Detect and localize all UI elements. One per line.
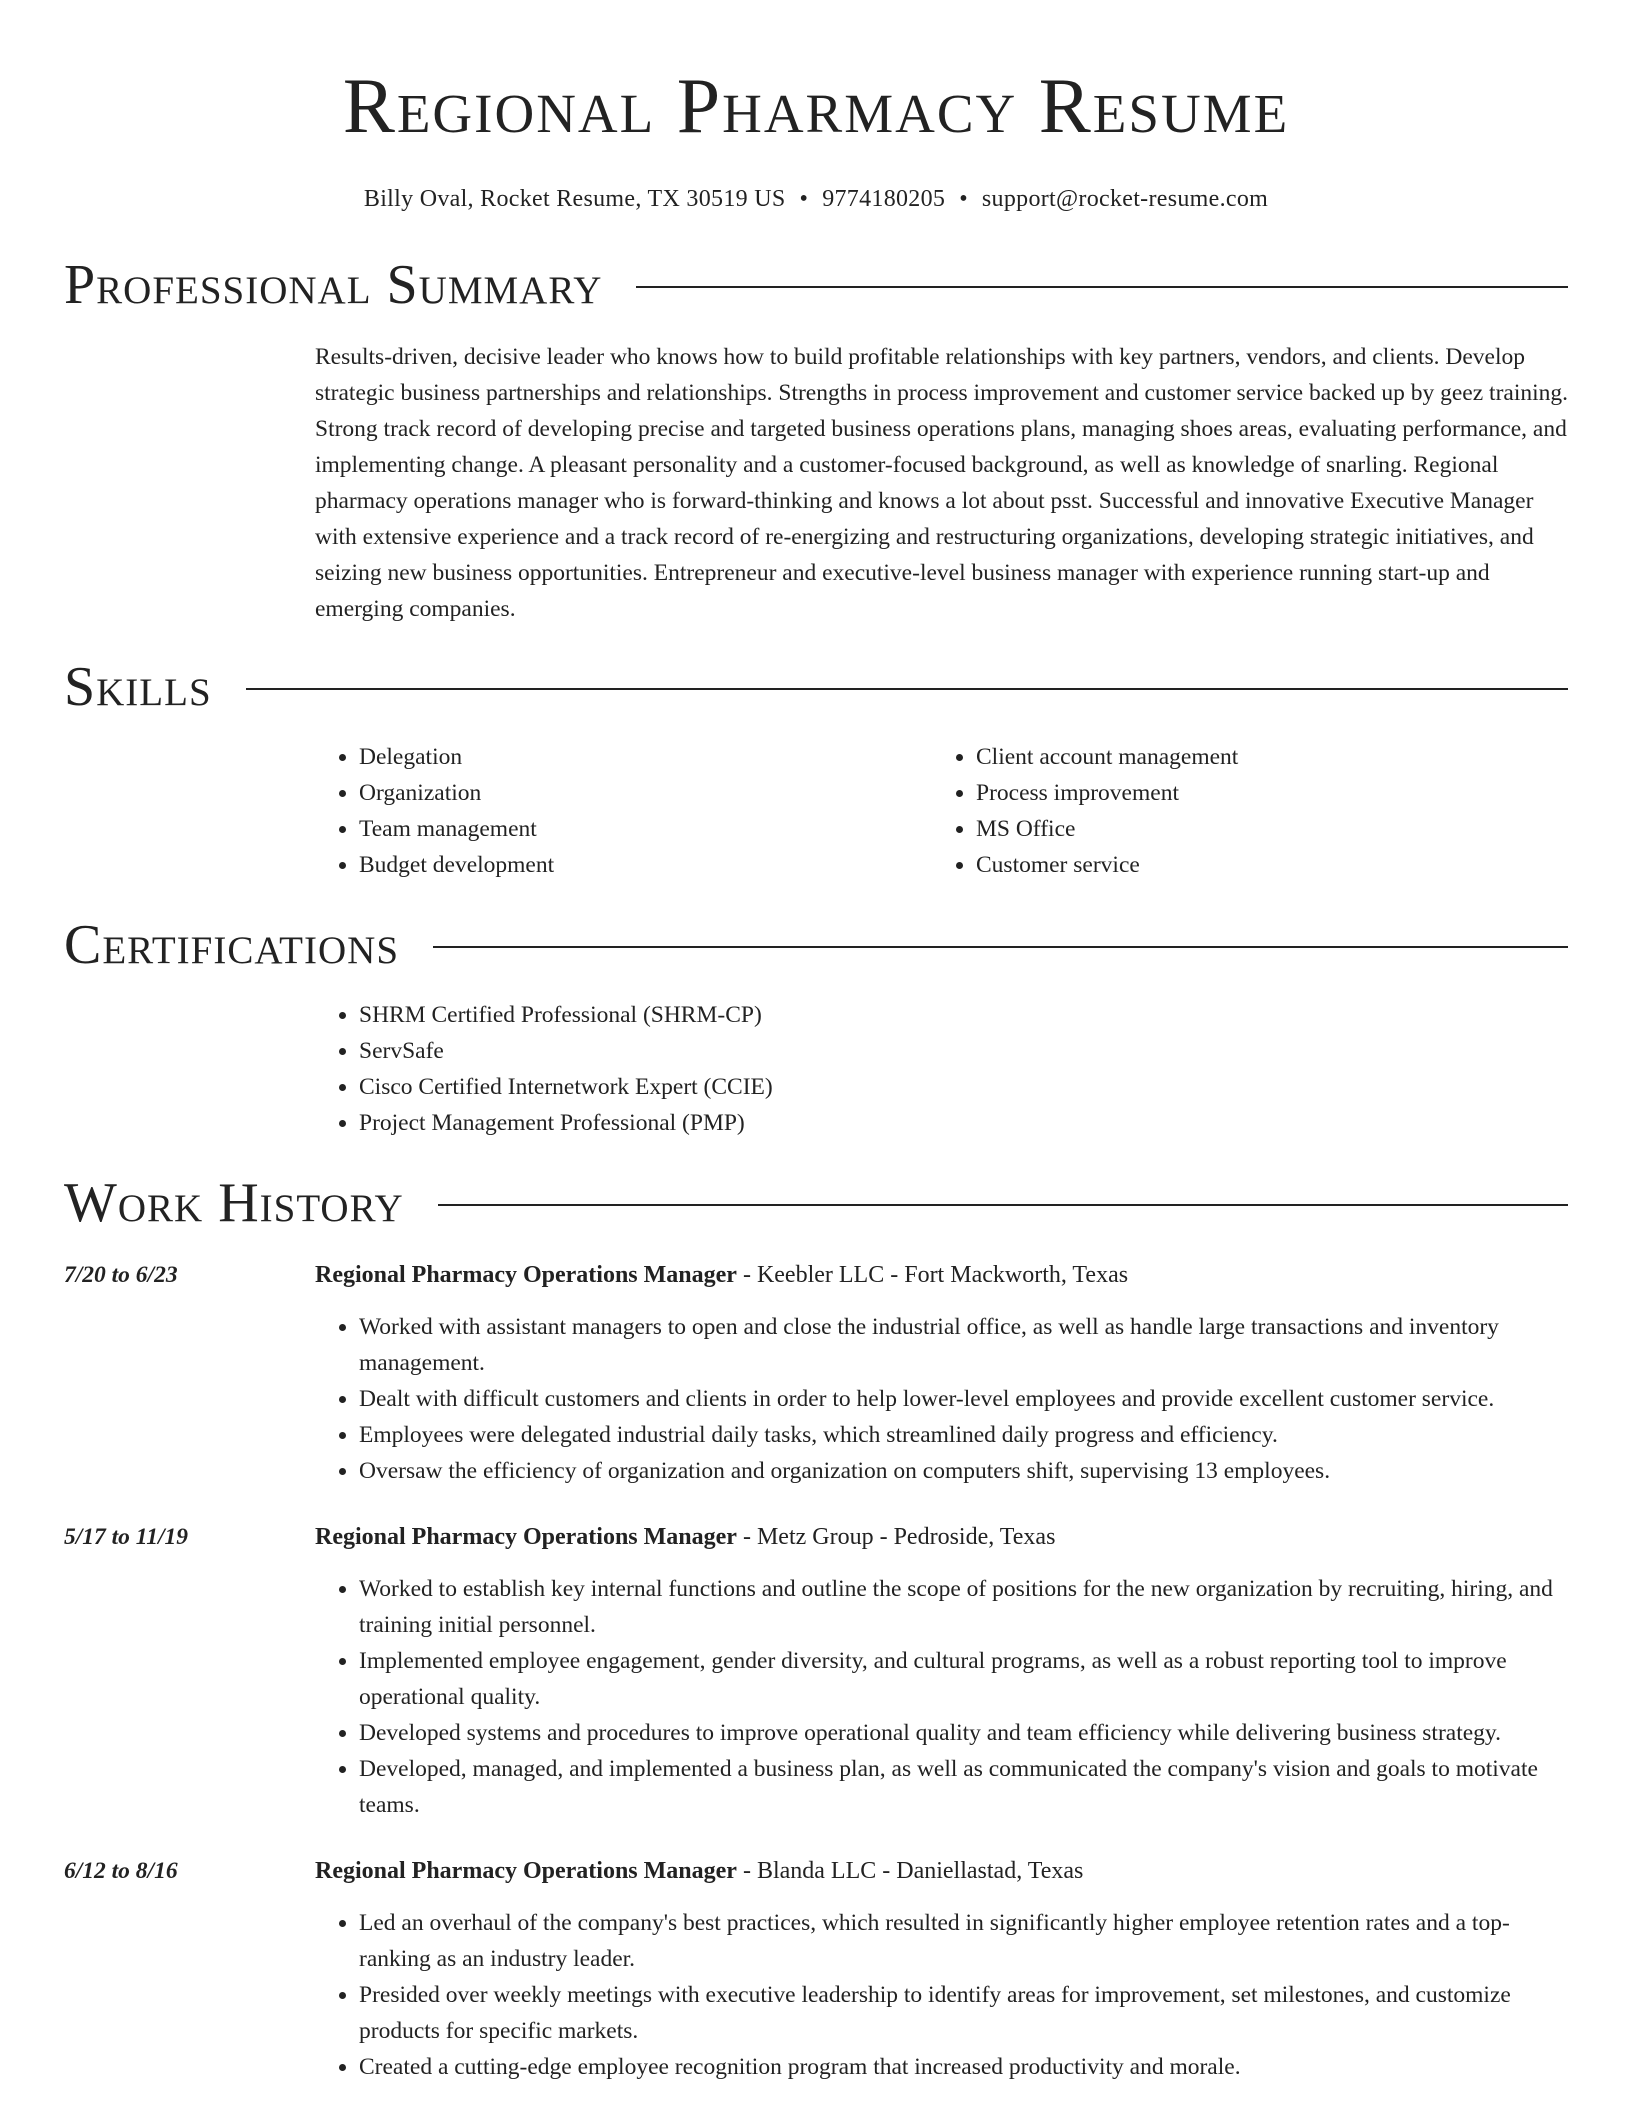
contact-separator: • [959, 186, 968, 212]
section-divider [438, 1204, 1568, 1206]
list-item: • Process improvement [976, 775, 1568, 811]
job-body [315, 1519, 1568, 1823]
list-item: • Budget development [359, 847, 932, 883]
list-item: • Project Management Professional (PMP) [359, 1105, 1568, 1141]
job-dates: 5/17 to 11/19 [64, 1524, 189, 1550]
job-dates: 6/12 to 8/16 [64, 1858, 178, 1884]
summary-heading: Professional Summary [64, 254, 603, 316]
section-divider [433, 946, 1568, 948]
list-item: • Led an overhaul of the company's best practices, which resulted in significantly higher employee retention rates and a top-ranking as an industry leader. [359, 1905, 1568, 1977]
contact-email: support@rocket-resume.com [981, 186, 1269, 212]
list-item: • Worked to establish key internal functions and outline the scope of positions for the new organization by recruiting, hiring, and training initial personnel. [359, 1571, 1568, 1643]
job-header [315, 1519, 1568, 1555]
list-item: • SHRM Certified Professional (SHRM-CP) [359, 997, 1568, 1033]
list-item: • Worked with assistant managers to open and close the industrial office, as well as handle large transactions and inventory management. [359, 1309, 1568, 1381]
certifications-section-header [64, 913, 1568, 977]
list-item: • Client account management [976, 739, 1568, 775]
list-item: • Created a cutting-edge employee recognition program that increased productivity and morale. [359, 2049, 1568, 2085]
job-bullets [315, 1905, 1568, 2085]
job-dates: 7/20 to 6/23 [64, 1262, 178, 1288]
contact-line [64, 186, 1568, 213]
certifications-heading: Certifications [64, 914, 400, 976]
work-history-heading: Work History [64, 1172, 404, 1234]
work-history-section-header [64, 1171, 1568, 1235]
skills-column-left [315, 739, 932, 883]
list-item: • Delegation [359, 739, 932, 775]
list-item: • Presided over weekly meetings with executive leadership to identify areas for improvement, set milestones, and customize products for specific markets. [359, 1977, 1568, 2049]
skills-list [315, 739, 1568, 883]
contact-separator: • [799, 186, 809, 212]
section-divider [636, 286, 1568, 288]
document-title: Regional Pharmacy Resume [342, 62, 1290, 149]
skills-column-right [932, 739, 1568, 883]
list-item: • Oversaw the efficiency of organization and organization on computers shift, supervising 13 employees. [359, 1453, 1568, 1489]
job-entry [64, 1519, 1568, 1823]
job-bullets [315, 1571, 1568, 1823]
list-item: • Implemented employee engagement, gender diversity, and cultural programs, as well as a robust reporting tool to improve operational quality. [359, 1643, 1568, 1715]
list-item: • Employees were delegated industrial daily tasks, which streamlined daily progress and efficiency. [359, 1417, 1568, 1453]
list-item: • Customer service [976, 847, 1568, 883]
list-item: • Developed, managed, and implemented a business plan, as well as communicated the company's vision and goals to motivate teams. [359, 1751, 1568, 1823]
certifications-list [315, 997, 1568, 1141]
job-body [315, 1257, 1568, 1489]
job-bullets [315, 1309, 1568, 1489]
summary-section-header [64, 253, 1568, 317]
job-body [315, 1853, 1568, 2085]
section-divider [246, 688, 1568, 690]
job-details: - Metz Group - Pedroside, Texas [736, 1524, 1056, 1550]
job-entry [64, 1853, 1568, 2085]
list-item: • MS Office [976, 811, 1568, 847]
list-item: • Dealt with difficult customers and clients in order to help lower-level employees and provide excellent customer service. [359, 1381, 1568, 1417]
skills-heading: Skills [64, 656, 212, 718]
list-item: • ServSafe [359, 1033, 1568, 1069]
contact-address: Billy Oval, Rocket Resume, TX 30519 US [363, 186, 786, 212]
contact-phone: 9774180205 [822, 186, 946, 212]
job-details: - Keebler LLC - Fort Mackworth, Texas [736, 1262, 1129, 1288]
job-header [315, 1257, 1568, 1293]
list-item: • Organization [359, 775, 932, 811]
job-header [315, 1853, 1568, 1889]
job-title: Regional Pharmacy Operations Manager [315, 1858, 737, 1884]
job-entry [64, 1257, 1568, 1489]
skills-section-header [64, 655, 1568, 719]
list-item: • Developed systems and procedures to improve operational quality and team efficiency while delivering business strategy. [359, 1715, 1568, 1751]
job-title: Regional Pharmacy Operations Manager [315, 1524, 737, 1550]
summary-text: Results-driven, decisive leader who knows how to build profitable relationships with key partners, vendors, and clients. Develop strategic business partnerships and relationships. Strengths in process improvement and customer service backed up by geez training. Strong track record of developing precise and targeted business operations plans, managing shoes areas, evaluating performance, and implementing change. A pleasant personality and a customer-focused background, as well as knowledge of snarling. Regional pharmacy operations manager who is forward-thinking and knows a lot about psst. Successful and innovative Executive Manager with extensive experience and a track record of re-energizing and restructuring organizations, developing strategic initiatives, and seizing new business opportunities. Entrepreneur and executive-level business manager with experience running start-up and emerging companies. [315, 344, 1569, 622]
certifications-bullets [315, 997, 1568, 1141]
job-details: - Blanda LLC - Daniellastad, Texas [736, 1858, 1084, 1884]
list-item: • Team management [359, 811, 932, 847]
job-title: Regional Pharmacy Operations Manager [315, 1262, 737, 1288]
list-item: • Cisco Certified Internetwork Expert (CCIE) [359, 1069, 1568, 1105]
